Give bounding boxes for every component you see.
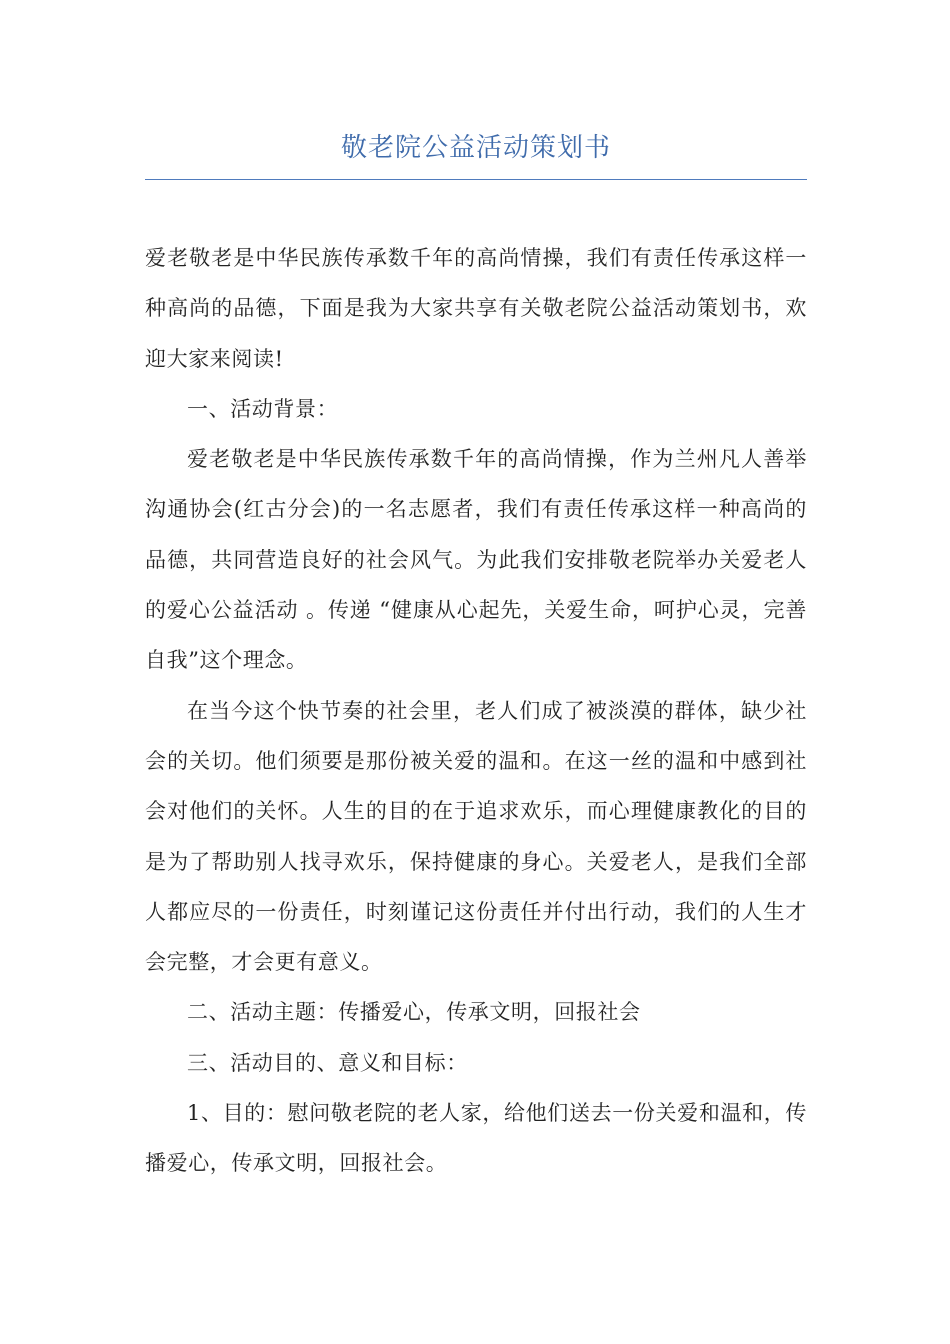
intro-paragraph: 爱老敬老是中华民族传承数千年的高尚情操，我们有责任传承这样一种高尚的品德，下面是我为大家共享有关敬老院公益活动策划书，欢迎大家来阅读!: [145, 246, 807, 371]
section-heading-purpose: 三、活动目的、意义和目标：: [187, 1050, 468, 1075]
background-paragraph: 爱老敬老是中华民族传承数千年的高尚情操，作为兰州凡人善举沟通协会(红古分会)的一名志愿者，我们有责任传承这样一种高尚的品德，共同营造良好的社会风气。为此我们安排敬老院举办关爱老人的爱心公益活动 。传递 “健康从心起先，关爱生命，呵护心灵，完善自我”这个理念。: [145, 447, 807, 673]
section-heading-background: 一、活动背景：: [187, 396, 339, 421]
title-underline: [145, 179, 807, 180]
section-heading-theme: 二、活动主题：传播爱心，传承文明，回报社会: [187, 1000, 641, 1025]
purpose-paragraph: 1、目的：慰问敬老院的老人家，给他们送去一份关爱和温和，传播爱心，传承文明，回报社会。: [145, 1101, 807, 1176]
document-body: [145, 233, 807, 1189]
society-paragraph: 在当今这个快节奏的社会里，老人们成了被淡漠的群体，缺少社会的关切。他们须要是那份被关爱的温和。在这一丝的温和中感到社会对他们的关怀。人生的目的在于追求欢乐，而心理健康教化的目的是为了帮助别人找寻欢乐，保持健康的身心。关爱老人，是我们全部人都应尽的一份责任，时刻谨记这份责任并付出行动，我们的人生才会完整，才会更有意义。: [145, 698, 807, 975]
document-title: 敬老院公益活动策划书: [340, 133, 611, 163]
